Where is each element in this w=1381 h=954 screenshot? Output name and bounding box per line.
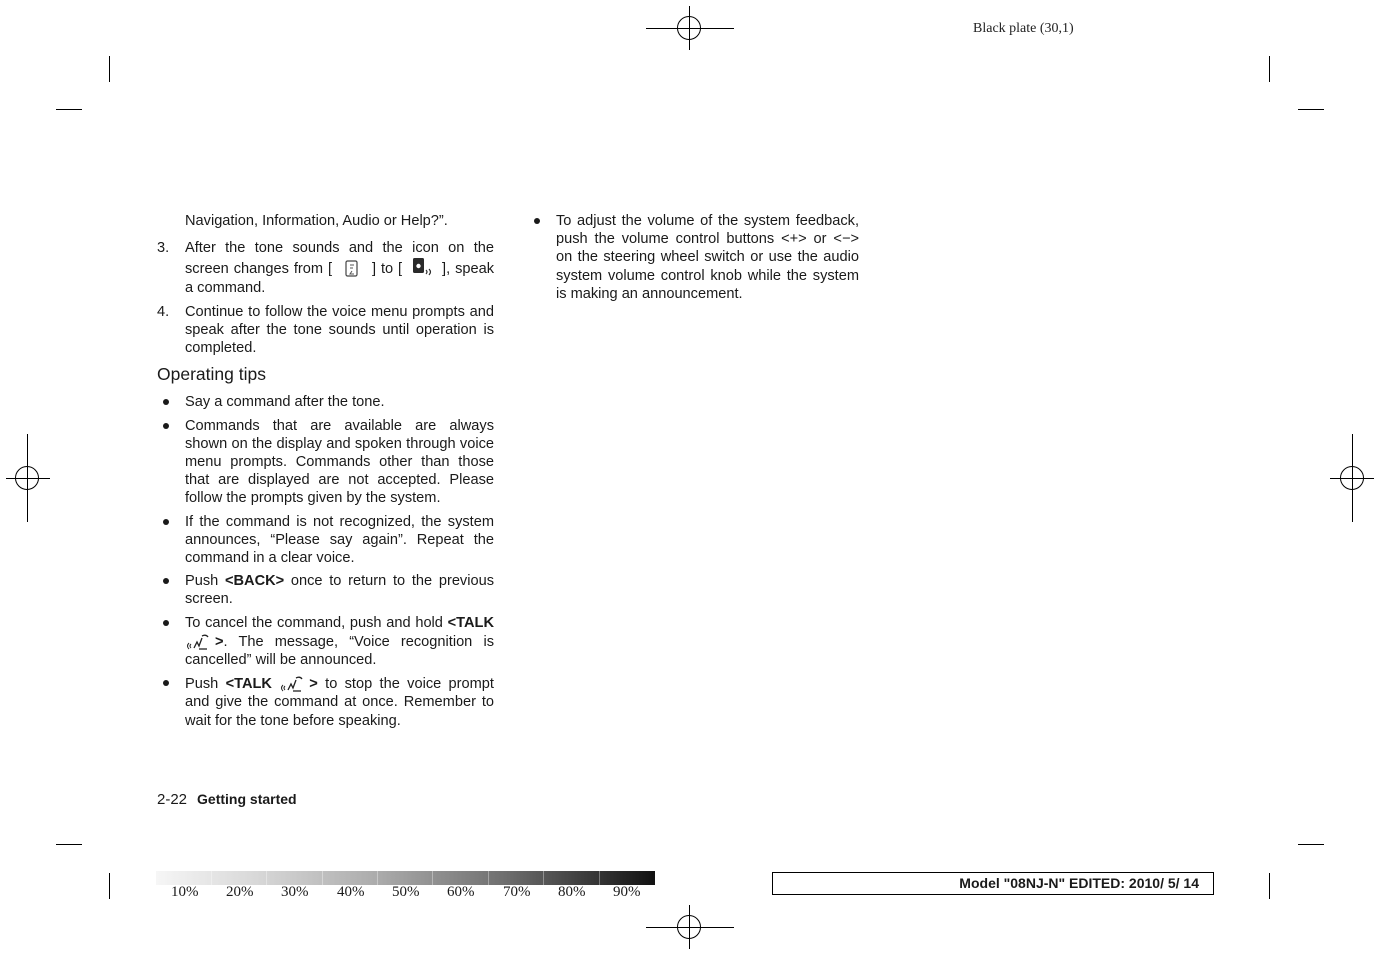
step-number: 4. <box>157 303 170 320</box>
density-scale-bar <box>156 871 655 885</box>
step-item: 4. Continue to follow the voice menu prompts and speak after the tone sounds until operation is completed. <box>157 303 494 357</box>
density-label: 80% <box>558 884 586 900</box>
crop-mark <box>109 873 110 899</box>
talk-switch-icon <box>185 632 215 650</box>
crop-mark <box>56 844 82 845</box>
bullet-icon <box>163 519 169 525</box>
page-number: 2-22 <box>157 791 188 808</box>
list-item: If the command is not recognized, the system announces, “Please say again”. Repeat the command in a clear voice. <box>157 513 494 568</box>
voice-standby-icon <box>337 259 367 277</box>
list-item: To cancel the command, push and hold <TALK >. The message, “Voice recognition is cancelled” will be announced. <box>157 614 494 670</box>
list-item: Push <TALK > to stop the voice prompt and give the command at once. Remember to wait for the tone before speaking. <box>157 674 494 730</box>
bullet-icon <box>163 620 169 626</box>
bullet-icon <box>534 218 540 224</box>
crop-mark <box>1269 873 1270 899</box>
density-label: 90% <box>613 884 641 900</box>
section-heading: Operating tips <box>157 364 266 385</box>
list-item: Push <BACK> once to return to the previous screen. <box>157 572 494 608</box>
bullet-icon <box>163 399 169 405</box>
talk-button-label: <TALK <box>225 676 272 693</box>
density-scale-labels <box>156 884 676 902</box>
model-edit-stamp: Model "08NJ-N" EDITED: 2010/ 5/ 14 <box>772 872 1214 895</box>
crop-mark <box>1269 56 1270 82</box>
density-label: 60% <box>447 884 475 900</box>
list-item: To adjust the volume of the system feedback, push the volume control buttons <+> or <−> on the steering wheel switch or use the audio system volume control knob while the system is making an announcement. <box>528 212 859 303</box>
tips-list <box>157 393 494 729</box>
page-footer <box>157 791 297 808</box>
crop-mark <box>56 109 82 110</box>
registration-target-icon <box>1340 466 1364 490</box>
right-column <box>528 212 859 308</box>
density-label: 40% <box>337 884 365 900</box>
crop-mark <box>109 56 110 82</box>
list-item: Commands that are available are always shown on the display and spoken through voice menu prompts. Commands other than those that are displayed are not accepted. Please follow the prompts given by the system. <box>157 417 494 508</box>
density-label: 10% <box>171 884 199 900</box>
step-item: 3. After the tone sounds and the icon on the screen changes from [ ] to [ ], speak a command. <box>157 240 495 296</box>
continuation-text: Navigation, Information, Audio or Help?”. <box>185 213 448 229</box>
plate-label: Black plate (30,1) <box>973 21 1074 36</box>
density-label: 50% <box>392 884 420 900</box>
density-label: 30% <box>281 884 309 900</box>
talk-button-label: <TALK <box>447 614 494 631</box>
section-name: Getting started <box>197 791 297 807</box>
bullet-icon <box>163 578 169 584</box>
density-label: 70% <box>503 884 531 900</box>
step-number: 3. <box>157 240 170 257</box>
registration-target-icon <box>677 915 701 939</box>
left-column <box>157 212 494 735</box>
list-item: Say a command after the tone. <box>157 393 494 411</box>
density-label: 20% <box>226 884 254 900</box>
crop-mark <box>1298 844 1324 845</box>
bullet-icon <box>163 680 169 686</box>
tips-list <box>528 212 859 303</box>
registration-target-icon <box>15 466 39 490</box>
voice-active-icon <box>407 257 437 277</box>
back-button-label: <BACK> <box>224 573 285 590</box>
crop-mark <box>1298 109 1324 110</box>
talk-switch-icon <box>279 674 309 692</box>
bullet-icon <box>163 423 169 429</box>
registration-target-icon <box>677 16 701 40</box>
